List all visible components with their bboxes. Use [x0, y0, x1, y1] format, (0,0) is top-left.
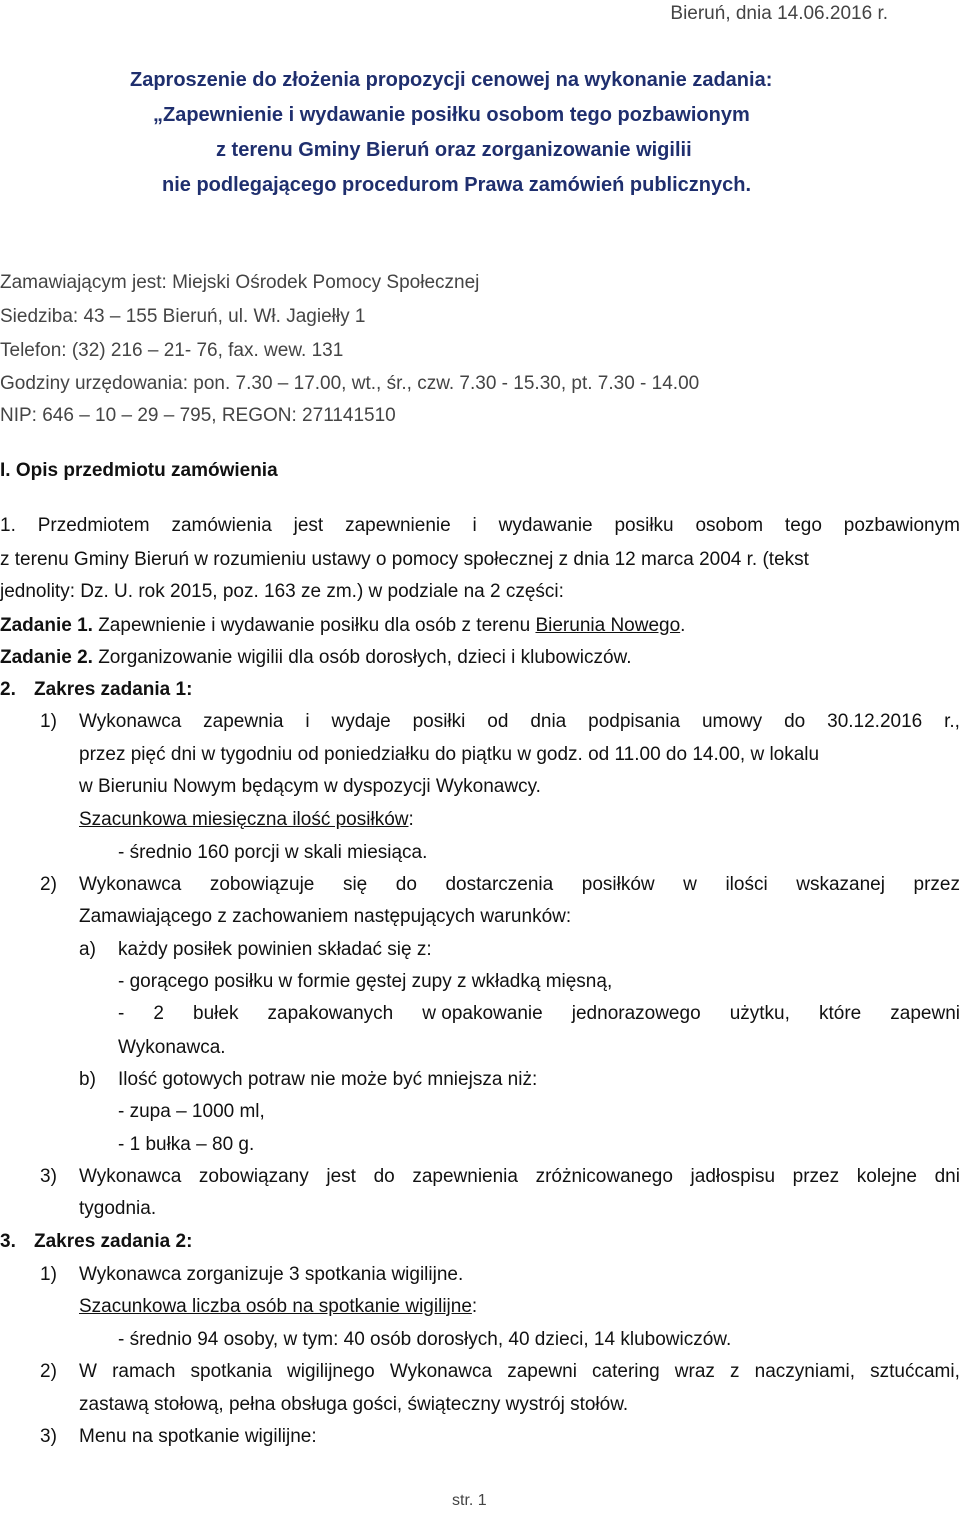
word: zapewnia — [203, 711, 284, 732]
s2-item-b-sub-1: - zupa – 1000 ml, — [118, 1101, 265, 1122]
meals-estimate-line — [79, 808, 414, 832]
contractor-nip: NIP: 646 – 10 – 29 – 795, REGON: 271141510 — [0, 405, 396, 426]
word: dostarczenia — [445, 874, 554, 895]
task-1-line — [0, 614, 685, 638]
s2-item-1-number: 1) — [40, 711, 57, 732]
word: - — [118, 1003, 125, 1024]
section-2-heading-line — [0, 678, 192, 702]
word: umowy — [701, 711, 763, 732]
word: wydaje — [331, 711, 391, 732]
word: dni — [934, 1166, 960, 1187]
s2-item-1-line-3: w Bieruniu Nowym będącym w dyspozycji Wykonawcy. — [79, 776, 541, 797]
title-line-2: „Zapewnienie i wydawanie posiłku osobom tego pozbawionym — [153, 104, 750, 126]
s3-item-3-number: 3) — [40, 1426, 57, 1447]
word: wskazanej — [796, 874, 885, 895]
word: zamówienia — [171, 515, 272, 536]
s2-item-3-line-1 — [79, 1165, 960, 1189]
s2-item-2-line-2: Zamawiającego z zachowaniem następujących warunków: — [79, 906, 572, 927]
contractor-name: Zamawiającym jest: Miejski Ośrodek Pomocy Społecznej — [0, 272, 480, 293]
meals-estimate-colon: : — [408, 809, 414, 830]
s2-item-1-line-2: przez pięć dni w tygodniu od poniedziałku do piątku w godz. od 11.00 do 14.00, w lokalu — [79, 744, 820, 765]
word: posiłki — [412, 711, 466, 732]
word: od — [487, 711, 509, 732]
word: do — [373, 1166, 395, 1187]
s2-item-a-text: każdy posiłek powinien składać się z: — [118, 939, 432, 960]
section-3-heading: Zakres zadania 2: — [34, 1231, 193, 1252]
word: w opakowanie — [422, 1003, 543, 1024]
word: się — [342, 874, 368, 895]
word: zróżnicowanego — [535, 1166, 673, 1187]
word: 2 — [153, 1003, 164, 1024]
meals-estimate-label: Szacunkowa miesięczna ilość posiłków — [79, 809, 409, 830]
word: Wykonawca — [389, 1361, 493, 1382]
s2-item-a-sub-2 — [118, 1002, 960, 1026]
s2-item-3-line-2: tygodnia. — [79, 1198, 157, 1219]
word: ramach — [112, 1361, 176, 1382]
word: dnia — [530, 711, 567, 732]
word: wydawanie — [498, 515, 593, 536]
s2-item-a-number: a) — [79, 939, 96, 960]
word: i — [305, 711, 310, 732]
s3-item-1-number: 1) — [40, 1264, 57, 1285]
task-1-end: . — [680, 615, 686, 636]
word: użytku, — [729, 1003, 790, 1024]
s3-item-2-number: 2) — [40, 1361, 57, 1382]
word: tego — [784, 515, 822, 536]
word: osobom — [695, 515, 764, 536]
word: W — [79, 1361, 97, 1382]
page-number: str. 1 — [452, 1492, 487, 1509]
section-1-paragraph-line-1 — [0, 514, 960, 538]
section-1-paragraph-line-3: jednolity: Dz. U. rok 2015, poz. 163 ze zm.) w podziale na 2 części: — [0, 581, 564, 602]
word: zapewni — [890, 1003, 960, 1024]
s2-item-b-text: Ilość gotowych potraw nie może być mniejsza niż: — [118, 1069, 538, 1090]
word: przez — [913, 874, 960, 895]
word: Przedmiotem — [37, 515, 150, 536]
word: kolejne — [856, 1166, 917, 1187]
word: Wykonawca — [79, 711, 182, 732]
task-2-line — [0, 646, 632, 670]
word: do — [395, 874, 417, 895]
title-line-3: z terenu Gminy Bieruń oraz zorganizowanie wigilii — [216, 139, 692, 161]
title-line-1: Zaproszenie do złożenia propozycji cenowej na wykonanie zadania: — [130, 69, 773, 91]
s2-item-b-sub-2: - 1 bułka – 80 g. — [118, 1134, 255, 1155]
s2-item-2-number: 2) — [40, 874, 57, 895]
section-2-number: 2. — [0, 679, 16, 700]
contractor-phone: Telefon: (32) 216 – 21- 76, fax. wew. 131 — [0, 340, 344, 361]
word: posiłków — [581, 874, 655, 895]
title-line-4: nie podlegającego procedurom Prawa zamówień publicznych. — [162, 174, 752, 196]
word: zapewnienia — [412, 1166, 518, 1187]
s3-item-2-line-1 — [79, 1360, 960, 1384]
word: wigilijnego — [287, 1361, 375, 1382]
task-1-location: Bierunia Nowego — [535, 615, 681, 636]
s2-item-3-number: 3) — [40, 1166, 57, 1187]
s3-item-3-text: Menu na spotkanie wigilijne: — [79, 1426, 317, 1447]
people-estimate-label: Szacunkowa liczba osób na spotkanie wigilijne — [79, 1296, 472, 1317]
task-1-text: Zapewnienie i wydawanie posiłku dla osób z terenu — [92, 615, 536, 636]
s2-item-a-sub-1: - gorącego posiłku w formie gęstej zupy z wkładką mięsną, — [118, 971, 613, 992]
word: zapewnienie — [345, 515, 451, 536]
section-2-heading: Zakres zadania 1: — [34, 679, 193, 700]
word: 30.12.2016 — [827, 711, 923, 732]
word: Wykonawca — [79, 874, 182, 895]
meals-estimate-value: - średnio 160 porcji w skali miesiąca. — [118, 842, 428, 863]
people-estimate-value: - średnio 94 osoby, w tym: 40 osób dorosłych, 40 dzieci, 14 klubowiczów. — [118, 1329, 732, 1350]
word: spotkania — [190, 1361, 272, 1382]
word: przez — [792, 1166, 840, 1187]
word: Wykonawca — [79, 1166, 182, 1187]
word: pozbawionym — [843, 515, 960, 536]
word: r., — [944, 711, 960, 732]
word: w — [683, 874, 697, 895]
word: z — [730, 1361, 740, 1382]
word: zapewni — [507, 1361, 577, 1382]
section-3-number: 3. — [0, 1231, 16, 1252]
s3-item-1-text: Wykonawca zorganizuje 3 spotkania wigilijne. — [79, 1264, 464, 1285]
contractor-hours: Godziny urzędowania: pon. 7.30 – 17.00, wt., śr., czw. 7.30 - 15.30, pt. 7.30 - 14.00 — [0, 373, 700, 394]
word: wraz — [674, 1361, 715, 1382]
word: bułek — [193, 1003, 239, 1024]
word: i — [472, 515, 477, 536]
word: jest — [326, 1166, 356, 1187]
word: zobowiązany — [198, 1166, 309, 1187]
word: jadłospisu — [690, 1166, 776, 1187]
word: catering — [592, 1361, 660, 1382]
task-1-label: Zadanie 1. — [0, 615, 93, 636]
word: ilości — [725, 874, 768, 895]
word: jednorazowego — [571, 1003, 701, 1024]
people-estimate-line — [79, 1295, 477, 1319]
word: do — [784, 711, 806, 732]
word: naczyniami, — [754, 1361, 855, 1382]
word: podpisania — [588, 711, 681, 732]
word: posiłku — [614, 515, 674, 536]
section-3-heading-line — [0, 1230, 192, 1254]
document-date: Bieruń, dnia 14.06.2016 r. — [670, 3, 888, 24]
people-estimate-colon: : — [471, 1296, 478, 1317]
s3-item-2-line-2: zastawą stołową, pełna obsługa gości, świąteczny wystrój stołów. — [79, 1394, 629, 1415]
section-1-heading: I. Opis przedmiotu zamówienia — [0, 460, 278, 481]
section-1-paragraph-line-2: z terenu Gminy Bieruń w rozumieniu ustawy o pomocy społecznej z dnia 12 marca 2004 r. (tekst — [0, 549, 809, 570]
s2-item-1-line-1 — [79, 710, 960, 734]
task-2-label: Zadanie 2. — [0, 647, 93, 668]
s2-item-2-line-1 — [79, 873, 960, 897]
word: 1. — [0, 515, 16, 536]
s2-item-b-number: b) — [79, 1069, 96, 1090]
task-2-text: Zorganizowanie wigilii dla osób dorosłych, dzieci i klubowiczów. — [92, 647, 632, 668]
word: jest — [293, 515, 324, 536]
word: które — [818, 1003, 862, 1024]
word: zapakowanych — [267, 1003, 394, 1024]
contractor-address: Siedziba: 43 – 155 Bieruń, ul. Wł. Jagiełły 1 — [0, 306, 366, 327]
word: zobowiązuje — [209, 874, 315, 895]
s2-item-a-sub-2-line-2: Wykonawca. — [118, 1037, 226, 1058]
word: sztućcami, — [870, 1361, 960, 1382]
